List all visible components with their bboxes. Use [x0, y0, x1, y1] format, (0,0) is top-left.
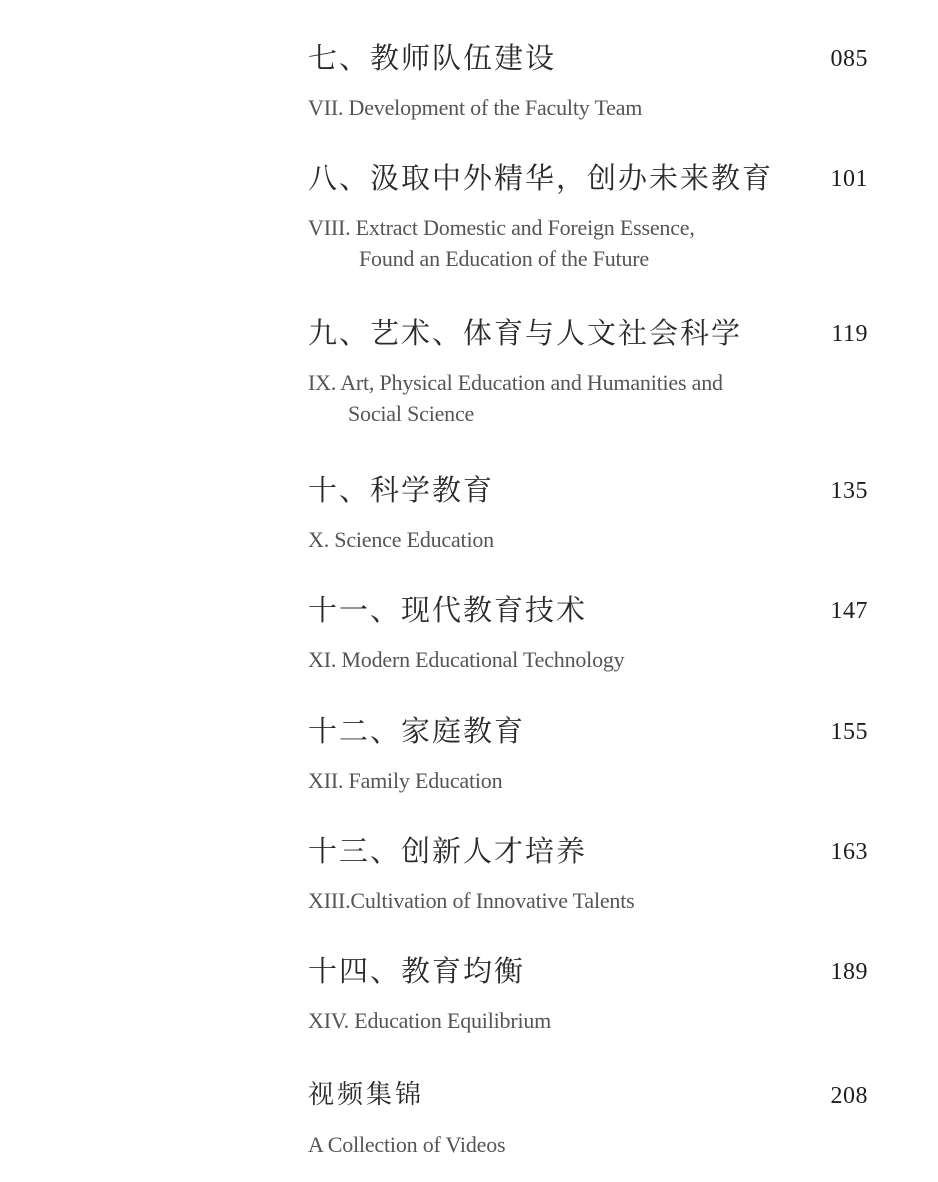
chapter-title-en-line2: Found an Education of the Future [359, 246, 649, 271]
chapter-title-cn: 十四、教育均衡 [308, 954, 526, 988]
page-number: 085 [830, 46, 868, 72]
chapter-title-cn: 九、艺术、体育与人文社会科学 [308, 316, 743, 350]
chapter-title-en: XI. Modern Educational Technology [308, 647, 625, 672]
chapter-title-en: XIII.Cultivation of Innovative Talents [308, 888, 635, 913]
page-number: 208 [830, 1083, 868, 1109]
chapter-title-en-line1: IX. Art, Physical Education and Humanities and [308, 370, 723, 395]
page-number: 189 [830, 959, 868, 985]
page-number: 163 [830, 839, 868, 865]
chapter-title-en: XIV. Education Equilibrium [308, 1008, 552, 1033]
chapter-title-en: XII. Family Education [308, 768, 503, 793]
page-number: 155 [830, 719, 868, 745]
page-number: 147 [830, 598, 868, 624]
chapter-title-cn: 十、科学教育 [308, 473, 495, 507]
chapter-title-cn: 十一、现代教育技术 [308, 593, 588, 627]
chapter-title-en: VII. Development of the Faculty Team [308, 95, 643, 120]
chapter-title-cn: 八、汲取中外精华，创办未来教育 [308, 161, 774, 195]
page-number: 135 [830, 478, 868, 504]
chapter-title-cn: 七、教师队伍建设 [308, 41, 557, 75]
chapter-title-en-line1: VIII. Extract Domestic and Foreign Essence, [308, 215, 695, 240]
chapter-title-en: X. Science Education [308, 527, 494, 552]
chapter-title-cn: 视频集锦 [308, 1080, 425, 1110]
chapter-title-en: A Collection of Videos [308, 1132, 506, 1157]
page-number: 101 [830, 166, 868, 192]
chapter-title-cn: 十三、创新人才培养 [308, 834, 588, 868]
chapter-title-cn: 十二、家庭教育 [308, 714, 526, 748]
page-number: 119 [831, 321, 868, 347]
chapter-title-en-line2: Social Science [348, 401, 475, 426]
